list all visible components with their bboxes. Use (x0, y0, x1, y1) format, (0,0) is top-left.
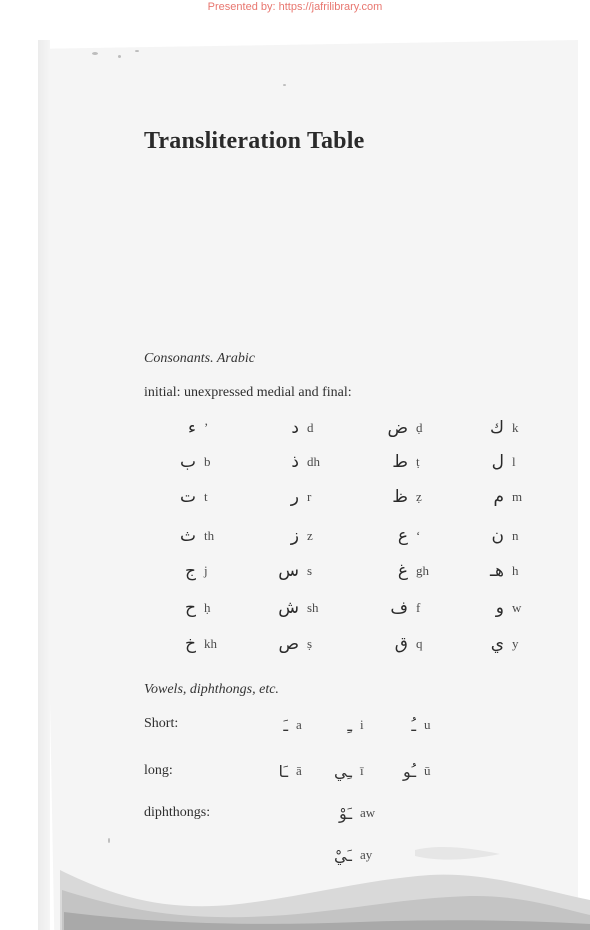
arabic-letter: ش (278, 598, 299, 618)
consonant-cell (476, 416, 519, 440)
transliteration: n (512, 528, 519, 543)
consonant-cell (271, 559, 312, 583)
diphthong-transliteration: ay (360, 847, 373, 862)
transliteration: ’ (204, 420, 209, 435)
vowel-transliteration: i (360, 717, 364, 732)
consonant-cell (168, 596, 211, 620)
diphthong-cell (326, 843, 372, 867)
consonant-cell (380, 559, 429, 583)
consonant-cell (380, 485, 422, 509)
consonant-cell (271, 596, 319, 620)
arabic-letter: ج (185, 561, 196, 581)
transliteration: ṣ (307, 636, 313, 651)
arabic-letter: ب (179, 452, 196, 472)
transliteration: h (512, 563, 519, 578)
arabic-letter: ص (278, 634, 299, 654)
arabic-letter: ك (489, 418, 504, 438)
consonant-cell (380, 416, 423, 440)
arabic-letter: ل (491, 452, 504, 472)
diphthong-sign: ـَوْ (339, 803, 352, 823)
transliteration: ḥ (204, 600, 211, 615)
consonant-cell (476, 596, 521, 620)
transliteration: r (307, 489, 312, 504)
consonant-cell (476, 450, 516, 474)
transliteration: z (307, 528, 313, 543)
arabic-letter: ح (185, 598, 196, 618)
transliteration: f (416, 600, 421, 615)
consonants-heading: Consonants. Arabic (144, 351, 255, 366)
arabic-letter: م (493, 487, 504, 507)
diphthong-cell (326, 801, 375, 825)
arabic-letter: و (495, 598, 504, 618)
vowel-sign: ـَ (283, 715, 288, 735)
transliteration: ṭ (416, 454, 420, 469)
consonant-cell (476, 524, 519, 548)
consonant-cell (476, 485, 522, 509)
diphthongs-label: diphthongs: (144, 805, 211, 820)
consonant-cell (380, 524, 420, 548)
transliteration: q (416, 636, 423, 651)
short-vowels-label: Short: (144, 716, 179, 731)
banner-prefix: Presented by: (207, 1, 279, 13)
transliteration: dh (307, 454, 320, 469)
arabic-letter: ث (179, 526, 196, 546)
consonant-cell (271, 450, 320, 474)
arabic-letter: ع (397, 526, 408, 546)
consonant-cell (168, 632, 217, 656)
vowel-cell (390, 759, 431, 783)
vowel-transliteration: u (424, 717, 431, 732)
arabic-letter: ء (188, 418, 196, 438)
transliteration: y (512, 636, 519, 651)
arabic-letter: د (291, 418, 299, 438)
consonant-cell (168, 485, 208, 509)
consonant-cell (380, 632, 423, 656)
transliteration: s (307, 563, 313, 578)
consonant-cell (476, 632, 519, 656)
arabic-letter: ز (290, 526, 299, 546)
long-vowels-label: long: (144, 763, 173, 778)
initial-note: initial: unexpressed medial and final: (144, 385, 352, 400)
vowel-cell (262, 759, 302, 783)
banner-link[interactable]: https://jafrilibrary.com (278, 1, 383, 13)
vowel-cell (390, 713, 431, 737)
transliteration: w (512, 600, 522, 615)
consonant-cell (271, 632, 312, 656)
transliteration: k (512, 420, 519, 435)
transliteration: gh (416, 563, 429, 578)
page-title: Transliteration Table (144, 128, 365, 154)
consonant-cell (380, 596, 420, 620)
vowel-sign: ـَا (278, 761, 288, 781)
transliteration: ẓ (416, 489, 422, 504)
arabic-letter: ت (179, 487, 196, 507)
arabic-letter: هـ (490, 561, 504, 581)
transliteration: th (204, 528, 215, 543)
consonant-cell (168, 559, 208, 583)
vowel-sign: ـُ (411, 715, 416, 735)
consonant-cell (271, 416, 314, 440)
transliteration: sh (307, 600, 319, 615)
arabic-letter: ظ (392, 487, 408, 507)
arabic-letter: ض (387, 418, 408, 438)
vowel-cell (326, 759, 364, 783)
diphthong-transliteration: aw (360, 805, 376, 820)
vowel-transliteration: ā (296, 763, 302, 778)
vowel-cell (262, 713, 302, 737)
arabic-letter: ر (290, 487, 299, 507)
vowel-transliteration: ī (360, 763, 364, 778)
arabic-letter: ي (490, 634, 504, 654)
diphthong-sign: ـَيْ (333, 845, 352, 865)
transliteration: m (512, 489, 523, 504)
arabic-letter: ن (491, 526, 504, 546)
transliteration: ‘ (416, 528, 421, 543)
transliteration: t (204, 489, 208, 504)
transliteration: b (204, 454, 211, 469)
vowel-sign: ـِ (347, 715, 352, 735)
vowels-heading: Vowels, diphthongs, etc. (144, 682, 279, 697)
arabic-letter: ف (390, 598, 408, 618)
consonant-cell (168, 524, 214, 548)
vowel-sign: ـِي (333, 761, 352, 781)
consonant-cell (168, 450, 211, 474)
arabic-letter: ذ (291, 452, 299, 472)
consonant-cell (271, 524, 313, 548)
vowel-transliteration: ū (424, 763, 431, 778)
vowel-sign: ـُو (403, 761, 416, 781)
consonant-cell (271, 485, 311, 509)
transliteration: ḍ (416, 420, 423, 435)
transliteration: kh (204, 636, 217, 651)
arabic-letter: غ (397, 561, 408, 581)
transliteration: d (307, 420, 314, 435)
arabic-letter: س (278, 561, 299, 581)
arabic-letter: ط (392, 452, 408, 472)
consonant-cell (476, 559, 519, 583)
consonant-cell (168, 416, 208, 440)
transliteration: j (204, 563, 208, 578)
transliteration: l (512, 454, 516, 469)
vowel-cell (326, 713, 364, 737)
vowel-transliteration: a (296, 717, 302, 732)
arabic-letter: خ (185, 634, 196, 654)
consonant-cell (380, 450, 420, 474)
arabic-letter: ق (394, 634, 408, 654)
